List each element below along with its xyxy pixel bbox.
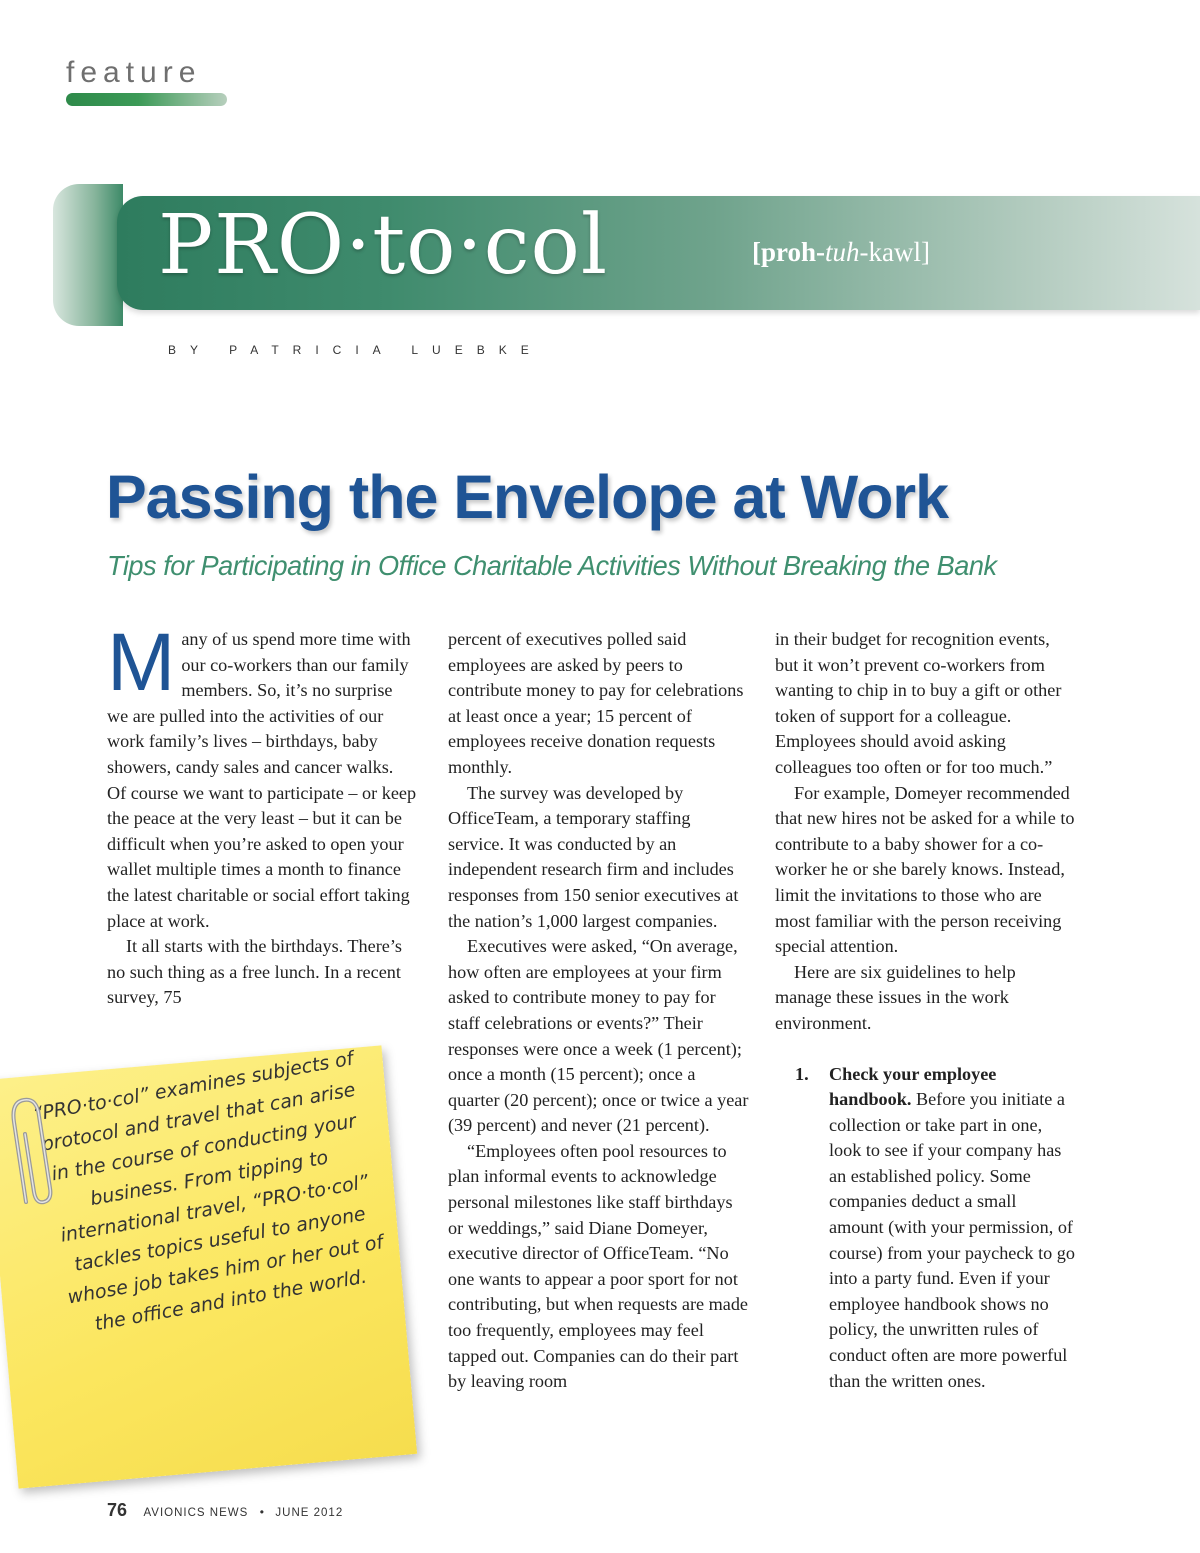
article-column-3 xyxy=(775,627,1075,1394)
column-title: PRO·to·col xyxy=(158,198,609,293)
paragraph: Executives were asked, “On average, how often are employees at your firm asked to contribute money to pay for staff celebrations or events?” Their responses were once a week (1 percent); once a month (15 percent); once a quarter (20 percent); once or twice a year (39 percent) and never (21 percent). xyxy=(448,936,749,1136)
paperclip-icon xyxy=(4,1092,64,1212)
paragraph: It all starts with the birthdays. There’s no such thing as a free lunch. In a recent survey, 75 xyxy=(107,936,402,1008)
page-footer xyxy=(107,1500,343,1521)
section-label: feature xyxy=(66,56,202,89)
pronunciation-rest: -kawl] xyxy=(859,237,930,267)
page-number: 76 xyxy=(107,1500,128,1520)
paragraph: any of us spend more time with our co-workers than our family members. So, it’s no surprise we are pulled into the activities of our work family’s lives – birthdays, baby showers, candy sales and cancer walks. Of course we want to participate – or keep the peace at the very least – but it can be difficult when you’re asked to open your wallet multiple times a month to finance the latest charitable or social effort taking place at work. xyxy=(107,629,417,931)
paragraph: percent of executives polled said employees are asked by peers to contribute money to pay for celebrations at least once a year; 15 percent of employees receive donation requests monthly. xyxy=(448,629,744,777)
pronunciation xyxy=(752,237,930,268)
paragraph: For example, Domeyer recommended that new hires not be asked for a while to contribute to a baby shower for a co-worker he or she barely knows. Instead, limit the invitations to those who are most familiar with the person receiving special attention. xyxy=(775,782,1075,957)
article-column-1 xyxy=(107,617,417,1011)
paragraph: “Employees often pool resources to plan informal events to acknowledge personal milestones like staff birthdays or weddings,” said Diane Domeyer, executive director of OfficeTeam. “No one wants to appear a poor sport for not contributing, but when requests are made too frequently, employees may feel tapped out. Companies can do their part by leaving room xyxy=(448,1140,749,1392)
sticky-note-text: “PRO·to·col” examines subjects of protocol and travel that can arise in the course of conducting your business. From tipping to international travel, “PRO·to·col” tackles topics useful to anyone whose job takes him or her out of the office and into the world. xyxy=(31,1047,385,1336)
article-headline: Passing the Envelope at Work xyxy=(106,463,949,531)
guideline-title: Check your employee handbook. xyxy=(829,1063,997,1110)
paragraph: Here are six guidelines to help manage these issues in the work environment. xyxy=(775,961,1016,1033)
guideline-body: Before you initiate a collection or take part in one, look to see if your company has an established policy. Some companies deduct a small amount (with your permission, of course) from your paycheck to go into a party fund. Even if your employee handbook shows no policy, the unwritten rules of conduct often are more powerful than the written ones. xyxy=(829,1089,1075,1391)
drop-cap: M xyxy=(107,617,176,708)
section-accent-bar xyxy=(66,93,227,106)
article-column-2 xyxy=(448,627,750,1395)
pronunciation-bold: [proh- xyxy=(752,237,826,267)
guideline-item xyxy=(775,1062,1075,1395)
guideline-number: 1. xyxy=(795,1063,809,1084)
publication-name: AVIONICS NEWS xyxy=(143,1507,249,1519)
issue-date: JUNE 2012 xyxy=(275,1507,344,1519)
guideline-text xyxy=(829,1062,1075,1395)
article-subhead: Tips for Participating in Office Charitable Activities Without Breaking the Bank xyxy=(107,550,997,581)
paragraph: The survey was developed by OfficeTeam, a temporary staffing service. It was conducted by an independent research firm and includes responses from 150 senior executives at the nation’s 1,000 largest companies. xyxy=(448,782,739,931)
pronunciation-italic: tuh xyxy=(825,237,860,267)
paragraph: in their budget for recognition events, but it won’t prevent co-workers from wanting to chip in to buy a gift or other token of support for a colleague. Employees should avoid asking colleagues too often or for too much.” xyxy=(775,629,1062,777)
banner-tab-shadow xyxy=(53,184,123,326)
byline: BY PATRICIA LUEBKE xyxy=(168,343,543,357)
footer-separator: • xyxy=(259,1505,264,1519)
